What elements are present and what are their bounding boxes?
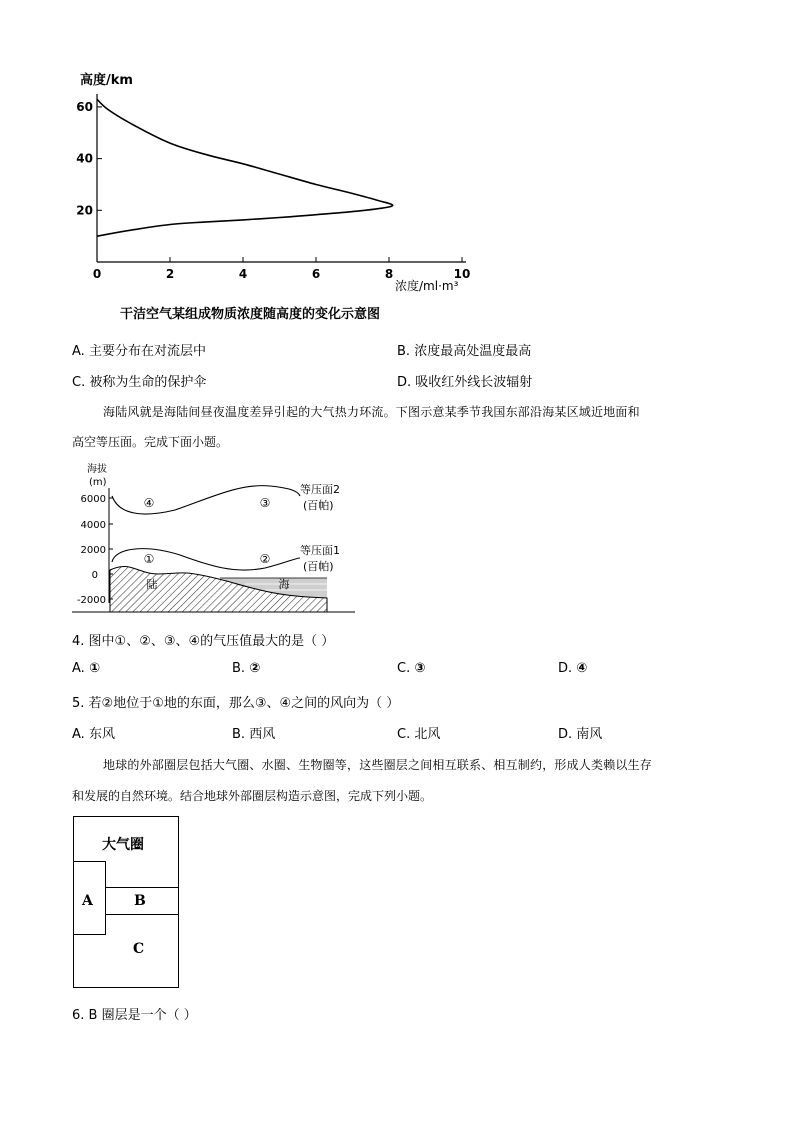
question-6-stem: 6. B 圈层是一个（ ）	[72, 1008, 197, 1023]
q4-option-c[interactable]	[397, 661, 425, 676]
q5-option-c[interactable]	[397, 723, 440, 742]
question-5-stem: 5. 若②地位于①地的东面，那么③、④之间的风向为（ ）	[72, 696, 400, 711]
option-text: ③	[414, 661, 426, 676]
surface-2-label: 等压面2	[300, 483, 340, 496]
surface-1-label: 等压面1	[300, 544, 340, 557]
q5-option-a[interactable]	[72, 723, 115, 742]
land-label: 陆	[146, 578, 158, 591]
option-letter: C.	[72, 375, 86, 390]
y-tick-label: 0	[91, 570, 98, 581]
y-tick-label: 4000	[80, 520, 106, 531]
option-text: 南风	[576, 727, 603, 742]
surface-1-unit: (百帕)	[303, 560, 334, 573]
option-text: 主要分布在对流层中	[88, 344, 206, 359]
option-a[interactable]	[72, 340, 206, 359]
sphere-a-box	[73, 861, 106, 935]
y-tick-label: 20	[76, 203, 93, 218]
y-tick-label: 2000	[80, 545, 106, 556]
sphere-b-box	[105, 887, 179, 915]
option-letter: A.	[72, 344, 85, 359]
option-letter: B.	[232, 661, 246, 676]
option-letter: D.	[558, 727, 573, 742]
q4-option-a[interactable]	[72, 661, 100, 676]
q4-option-b[interactable]	[232, 661, 260, 676]
isobaric-surface-2	[112, 486, 300, 514]
sphere-c-label: C	[133, 941, 145, 957]
isobaric-surface-1	[112, 549, 300, 570]
option-text: ④	[576, 661, 588, 676]
y-tick-label: -2000	[76, 595, 106, 606]
chart-caption: 干洁空气某组成物质浓度随高度的变化示意图	[120, 307, 381, 322]
option-c[interactable]	[72, 371, 206, 390]
y-title-2: (m)	[89, 477, 107, 488]
option-d[interactable]	[397, 371, 532, 390]
option-letter: B.	[397, 344, 411, 359]
q4-option-d[interactable]	[558, 661, 587, 676]
x-tick-label: 6	[311, 267, 321, 281]
y-tick-label: 40	[76, 151, 93, 166]
q5-option-d[interactable]	[558, 723, 602, 742]
x-axis-label: 浓度/ml·m³	[395, 279, 459, 293]
point-2: ②	[259, 552, 271, 566]
x-tick-label: 8	[384, 267, 394, 281]
sea-label: 海	[278, 578, 290, 591]
option-letter: C.	[397, 661, 411, 676]
option-text: 西风	[249, 727, 276, 742]
option-letter: D.	[558, 661, 573, 676]
option-text: ②	[249, 661, 261, 676]
sphere-a-label: A	[82, 893, 93, 909]
option-b[interactable]	[397, 340, 531, 359]
concentration-chart	[60, 62, 500, 302]
concentration-curve	[97, 99, 393, 236]
atmosphere-label: 大气圈	[102, 837, 144, 853]
point-1: ①	[143, 552, 155, 566]
y-title-1: 海拔	[87, 464, 107, 475]
option-letter: B.	[232, 727, 246, 742]
x-tick-label: 10	[453, 267, 471, 281]
option-text: 被称为生命的保护伞	[89, 375, 207, 390]
option-letter: A.	[72, 727, 85, 742]
isobar-diagram	[60, 458, 370, 618]
passage-2-line-2: 和发展的自然环境。结合地球外部圈层构造示意图，完成下列小题。	[72, 789, 433, 803]
option-text: 北风	[414, 727, 441, 742]
y-tick-label: 60	[76, 99, 93, 114]
option-text: 东风	[88, 727, 115, 742]
q5-option-b[interactable]	[232, 723, 275, 742]
option-text: 吸收红外线长波辐射	[415, 375, 533, 390]
option-letter: A.	[72, 661, 85, 676]
sphere-b-label: B	[134, 893, 146, 909]
x-tick-label: 4	[238, 267, 248, 281]
question-4-stem: 4. 图中①、②、③、④的气压值最大的是（ ）	[72, 634, 335, 649]
point-3: ③	[259, 496, 271, 510]
x-tick-label: 2	[165, 267, 175, 281]
surface-2-unit: (百帕)	[303, 499, 334, 512]
option-text: ①	[88, 661, 100, 676]
option-letter: C.	[397, 727, 411, 742]
point-4: ④	[143, 496, 155, 510]
y-axis-label: 高度/km	[80, 73, 133, 88]
x-tick-label: 0	[92, 267, 102, 281]
passage-1-line-2: 高空等压面。完成下面小题。	[72, 435, 229, 449]
option-text: 浓度最高处温度最高	[414, 344, 532, 359]
passage-2-line-1: 地球的外部圈层包括大气圈、水圈、生物圈等，这些圈层之间相互联系、相互制约，形成人类赖以生存	[103, 758, 653, 772]
y-tick-label: 6000	[80, 494, 106, 505]
option-letter: D.	[397, 375, 412, 390]
passage-1-line-1: 海陆风就是海陆间昼夜温度差异引起的大气热力环流。下图示意某季节我国东部沿海某区域近地面和	[103, 405, 640, 419]
